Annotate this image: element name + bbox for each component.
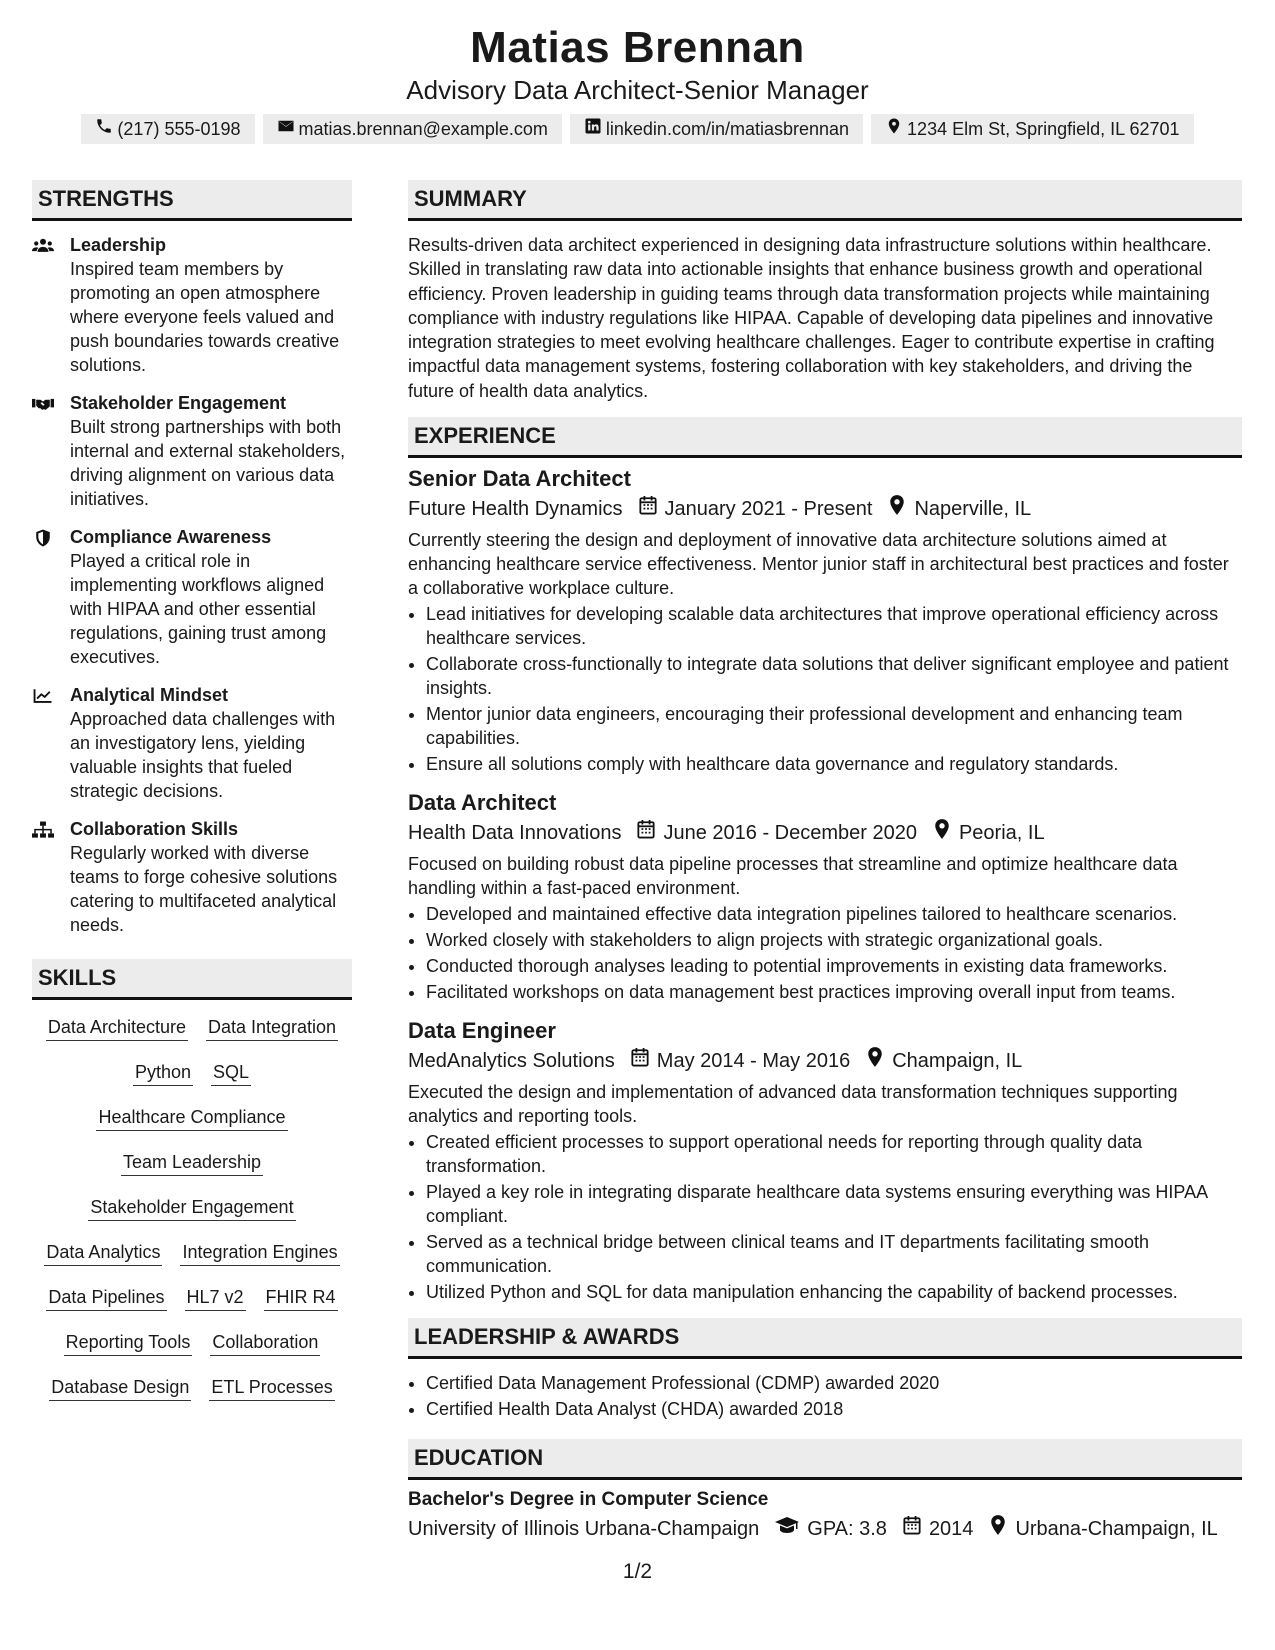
strength-item [32,391,352,511]
list-item: • Developed and maintained effective data integration pipelines tailored to healthcare scenarios. [426,902,1242,926]
graduation-cap-icon [767,1514,799,1544]
job-entry [408,464,1242,776]
skill-tag: Team Leadership [121,1151,263,1176]
line-chart-icon [32,683,58,803]
skill-tag: Python [133,1061,193,1086]
contact-address[interactable] [871,114,1194,144]
shield-icon [32,525,58,669]
skill-row [32,1241,352,1266]
job-title-headline: Advisory Data Architect-Senior Manager [406,75,869,105]
job-bullets [408,902,1242,1004]
strength-item [32,817,352,937]
skill-tag: Collaboration [210,1331,320,1356]
list-item: • Played a key role in integrating disparate healthcare data systems ensuring everything was HIPAA compliant. [426,1180,1242,1228]
users-icon [32,233,58,377]
calendar-icon [623,1046,649,1076]
education-heading: EDUCATION [408,1439,1242,1480]
contact-email-text: matias.brennan@example.com [298,119,548,139]
list-item: • Utilized Python and SQL for data manipulation enhancing the capability of backend processes. [426,1280,1242,1304]
job-dates: May 2014 - May 2016 [656,1050,851,1073]
strength-title: Compliance Awareness [70,527,272,547]
location-pin-icon [925,818,951,848]
job-dates: June 2016 - December 2020 [663,822,917,845]
skill-row [32,1331,352,1356]
list-item: • Served as a technical bridge between clinical teams and IT departments facilitating smooth communication. [426,1230,1242,1278]
list-item: • Ensure all solutions comply with healthcare data governance and regulatory standards. [426,752,1242,776]
strength-desc: Played a critical role in implementing workflows aligned with HIPAA and other essential regulations, gaining trust among executives. [70,551,327,667]
calendar-icon [629,818,655,848]
skill-tag: Data Analytics [44,1241,162,1266]
job-title: Senior Data Architect [408,466,631,492]
job-meta [408,818,1242,848]
skill-tag: Stakeholder Engagement [88,1196,295,1221]
strength-title: Analytical Mindset [70,685,229,705]
list-item: • Certified Data Management Professional (CDMP) awarded 2020 [426,1371,1242,1395]
list-item: • Conducted thorough analyses leading to potential improvements in existing data frameworks. [426,954,1242,978]
company-name: Health Data Innovations [408,822,622,845]
strength-desc: Regularly worked with diverse teams to forge cohesive solutions catering to multifaceted analytical needs. [70,843,338,935]
location-pin-icon [880,494,906,524]
sitemap-icon [32,817,58,937]
job-dates: January 2021 - Present [664,498,873,521]
job-meta [408,494,1242,524]
skill-tag: FHIR R4 [264,1286,338,1311]
summary-heading: SUMMARY [408,180,1242,221]
company-name: Future Health Dynamics [408,498,623,521]
list-item: • Certified Health Data Analyst (CHDA) awarded 2018 [426,1397,1242,1421]
skill-tag: ETL Processes [209,1376,334,1401]
company-name: MedAnalytics Solutions [408,1050,615,1073]
list-item: • Collaborate cross-functionally to integrate data solutions that deliver significant employee and patient insights. [426,652,1242,700]
strength-item [32,233,352,377]
strength-title: Stakeholder Engagement [70,393,287,413]
skill-tag: Healthcare Compliance [96,1106,287,1131]
job-bullets [408,1130,1242,1304]
strength-item [32,525,352,669]
skill-row [32,1286,352,1311]
school-name: University of Illinois Urbana-Champaign [408,1518,760,1541]
job-title: Data Architect [408,790,557,816]
skill-tag: HL7 v2 [185,1286,246,1311]
education-meta [408,1514,1242,1544]
list-item: • Lead initiatives for developing scalable data architectures that improve operational efficiency across healthcare services. [426,602,1242,650]
job-entry [408,1016,1242,1304]
calendar-icon [631,494,657,524]
gpa: GPA: 3.8 [807,1518,887,1541]
list-item: • Facilitated workshops on data management best practices improving overall input from teams. [426,980,1242,1004]
contact-linkedin-text: linkedin.com/in/matiasbrennan [605,119,850,139]
degree-title: Bachelor's Degree in Computer Science [408,1489,769,1511]
skill-tag: Integration Engines [180,1241,339,1266]
job-title: Data Engineer [408,1018,556,1044]
skill-tag: Data Integration [206,1016,338,1041]
job-location: Peoria, IL [958,822,1045,845]
contact-email[interactable] [263,114,562,144]
job-description: Currently steering the design and deployment of innovative data architecture solutions aimed at enhancing healthcare service effectiveness. Mentor junior staff in architectural best practices and foster a collaborative workplace culture. [408,530,1229,599]
job-location: Naperville, IL [914,498,1032,521]
linkedin-icon [584,117,602,141]
job-description: Executed the design and implementation of advanced data transformation techniques supporting analytics and reporting tools. [408,1082,1178,1127]
strength-item [32,683,352,803]
job-bullets [408,602,1242,776]
skill-tag: SQL [211,1061,251,1086]
experience-heading: EXPERIENCE [408,417,1242,458]
skill-row [32,1061,352,1086]
strength-desc: Built strong partnerships with both internal and external stakeholders, driving alignment on various data initiatives. [70,417,346,509]
skill-tag: Data Pipelines [46,1286,166,1311]
skill-tag: Reporting Tools [64,1331,193,1356]
handshake-icon [32,391,58,511]
skills-list [32,1016,352,1401]
job-description: Focused on building robust data pipeline processes that streamline and optimize healthcare data handling within a fast-paced environment. [408,854,1178,899]
strengths-heading: STRENGTHS [32,180,352,221]
contact-address-text: 1234 Elm St, Springfield, IL 62701 [907,119,1180,139]
graduation-year: 2014 [928,1518,974,1541]
location-pin-icon [858,1046,884,1076]
strength-desc: Approached data challenges with an investigatory lens, yielding valuable insights that fueled strategic decisions. [70,709,336,801]
awards-list [408,1371,1242,1421]
awards-heading: LEADERSHIP & AWARDS [408,1318,1242,1359]
skill-row [32,1106,352,1131]
phone-icon [95,117,113,141]
calendar-icon [895,1514,921,1544]
contact-phone-text: (217) 555-0198 [117,119,241,139]
list-item: • Created efficient processes to support operational needs for reporting through quality data transformation. [426,1130,1242,1178]
location-pin-icon [885,117,903,141]
job-meta [408,1046,1242,1076]
resume-header [0,0,1275,144]
contact-linkedin[interactable] [570,114,863,144]
right-column [408,180,1242,1546]
skill-row [32,1016,352,1041]
skills-heading: SKILLS [32,959,352,1000]
strength-title: Collaboration Skills [70,819,239,839]
envelope-icon [277,117,295,141]
skill-row [32,1151,352,1176]
location-pin-icon [981,1514,1007,1544]
summary-text: Results-driven data architect experienced in designing data infrastructure solutions within healthcare. Skilled in translating raw data into actionable insights that enhance business growth and operational efficiency. Proven leadership in guiding teams through data transformation projects while maintaining compliance with industry regulations like HIPAA. Capable of developing data pipelines and innovative integration strategies to meet evolving healthcare challenges. Eager to contribute expertise in crafting impactful data management systems, fostering collaboration with key stakeholders, and driving the future of health data analytics. [408,235,1215,401]
page-number: 1/2 [622,1560,653,1583]
strength-desc: Inspired team members by promoting an open atmosphere where everyone feels valued and push boundaries towards creative solutions. [70,259,340,375]
skill-tag: Data Architecture [46,1016,188,1041]
skill-row [32,1196,352,1221]
skill-row [32,1376,352,1401]
left-column [32,180,352,1421]
education-location: Urbana-Champaign, IL [1015,1518,1218,1541]
job-location: Champaign, IL [892,1050,1023,1073]
person-name: Matias Brennan [470,23,805,72]
list-item: • Mentor junior data engineers, encouraging their professional development and enhancing team capabilities. [426,702,1242,750]
skill-tag: Database Design [49,1376,191,1401]
strength-title: Leadership [70,235,167,255]
job-entry [408,788,1242,1004]
contact-bar [0,114,1275,144]
list-item: • Worked closely with stakeholders to align projects with strategic organizational goals. [426,928,1242,952]
contact-phone[interactable] [81,114,254,144]
